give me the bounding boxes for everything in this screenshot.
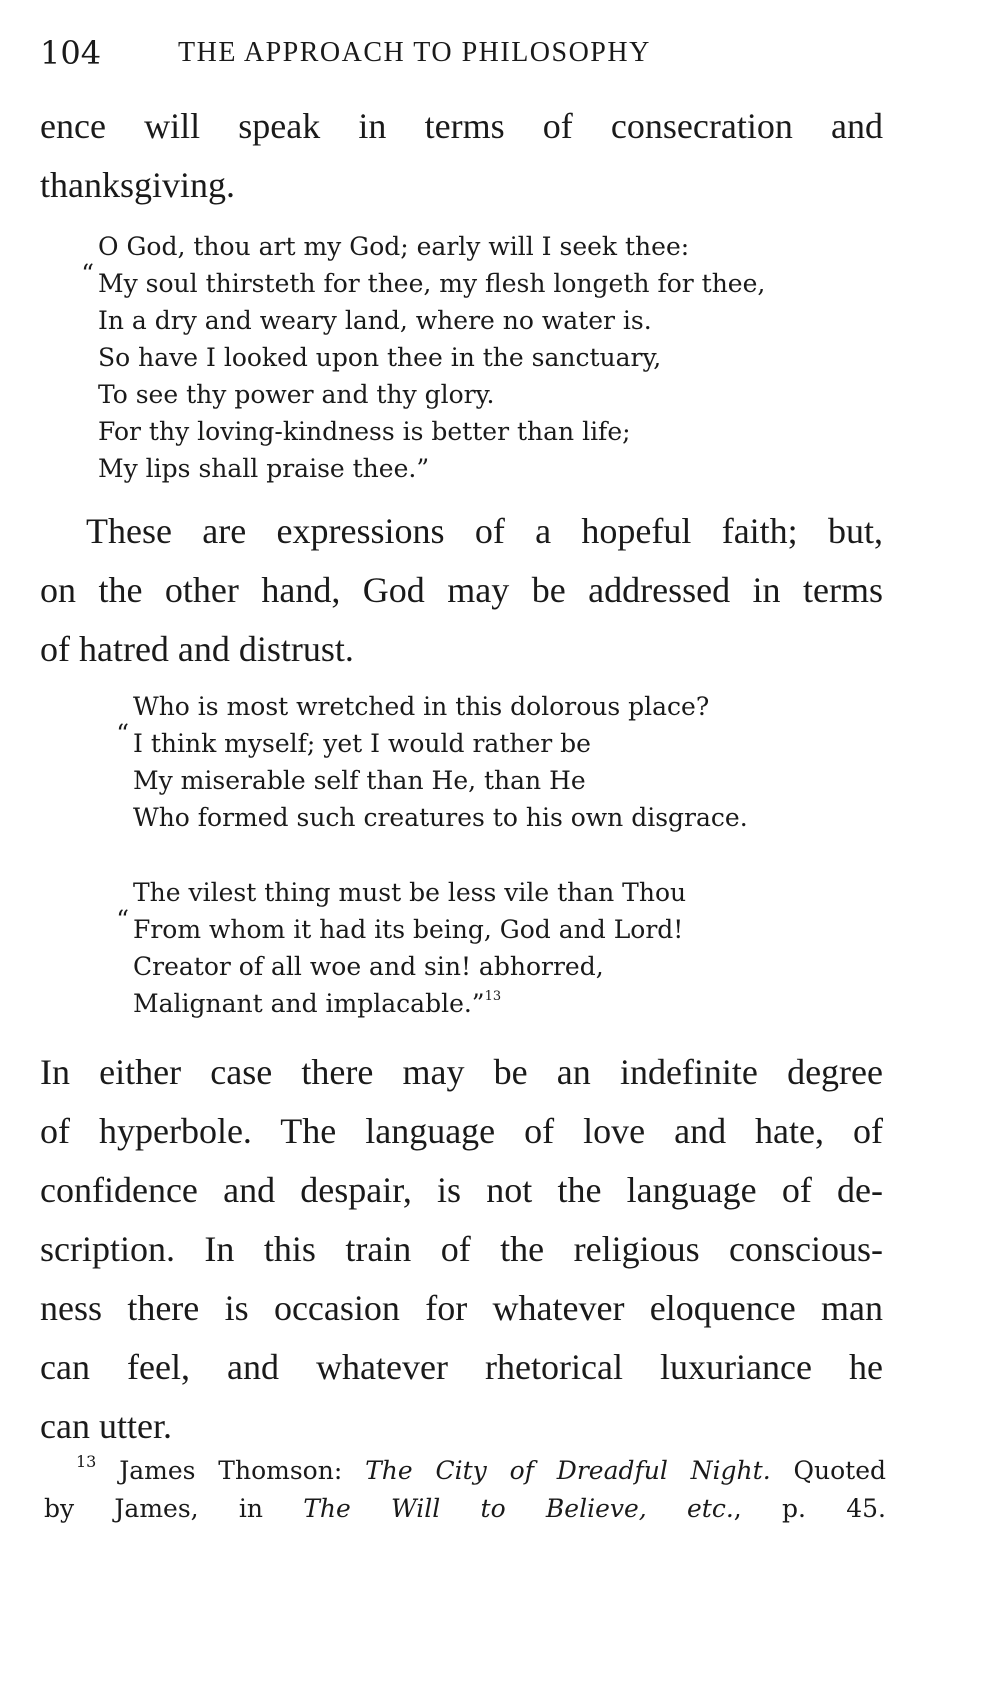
verse-line: Malignant and implacable.”$^{13}$ [133,989,502,1018]
footnote [44,1452,886,1528]
open-quote: “ [116,719,129,748]
verse-line: “ Who is most wretched in this dolorous place? [133,688,748,725]
paragraph-line: ness there is occasion for whatever eloquence man [40,1288,883,1328]
verse-block-thomson-1 [116,688,748,836]
verse-line: To see thy power and thy glory. [98,380,495,409]
verse-line: Creator of all woe and sin! abhorred, [133,952,604,981]
footnote-line [44,1452,886,1490]
footnote-source-title: The Will to Believe, etc. [303,1494,734,1523]
verse-line: “ O God, thou art my God; early will I seek thee: [98,228,765,265]
paragraph-line: scription. In this train of the religious conscious- [40,1229,883,1269]
footnote-reference: 13 [484,989,502,1004]
verse-line: Who formed such creatures to his own disgrace. [133,803,748,832]
paragraph-line: of hatred and distrust. [40,629,354,669]
verse-line: For thy loving-kindness is better than life; [98,417,631,446]
paragraph-line: confidence and despair, is not the language of de- [40,1170,883,1210]
open-quote: “ [81,259,94,288]
footnote-quoted: Quoted [770,1456,886,1485]
paragraph-line: In either case there may be an indefinite degree [40,1052,883,1092]
footnote-author: James Thomson: [119,1456,366,1485]
paragraph-1 [40,97,883,215]
paragraph-line: ence will speak in terms of consecration and [40,106,883,146]
paragraph-line: on the other hand, God may be addressed in terms [40,570,883,610]
verse-block-psalm [81,228,766,487]
verse-line: My soul thirsteth for thee, my flesh longeth for thee, [98,269,766,298]
paragraph-line: of hyperbole. The language of love and hate, of [40,1111,883,1151]
open-quote: “ [116,905,129,934]
verse-line: So have I looked upon thee in the sanctuary, [98,343,662,372]
footnote-line [44,1490,886,1528]
paragraph-line: These are expressions of a hopeful faith; but, [86,511,883,551]
verse-line: From whom it had its being, God and Lord! [133,915,684,944]
verse-line: “ The vilest thing must be less vile than Thou [133,874,686,911]
verse-line: I think myself; yet I would rather be [133,729,591,758]
verse-block-thomson-2 [116,874,687,1022]
footnote-number: 13 [76,1452,97,1471]
verse-line: My miserable self than He, than He [133,766,586,795]
verse-line: My lips shall praise thee.” [98,454,430,483]
paragraph-line: can utter. [40,1406,172,1446]
page-header [40,28,940,78]
paragraph-line: thanksgiving. [40,165,235,205]
paragraph-2 [40,502,883,679]
running-head: THE APPROACH TO PHILOSOPHY [178,37,651,68]
footnote-title: The City of Dreadful Night. [365,1456,771,1485]
footnote-page-ref: , p. 45. [733,1494,886,1523]
paragraph-3 [40,1043,883,1456]
verse-line: In a dry and weary land, where no water is. [98,306,652,335]
footnote-line2-start: by James, in [44,1494,304,1523]
page-number: 104 [40,34,102,72]
paragraph-line: can feel, and whatever rhetorical luxuriance he [40,1347,883,1387]
